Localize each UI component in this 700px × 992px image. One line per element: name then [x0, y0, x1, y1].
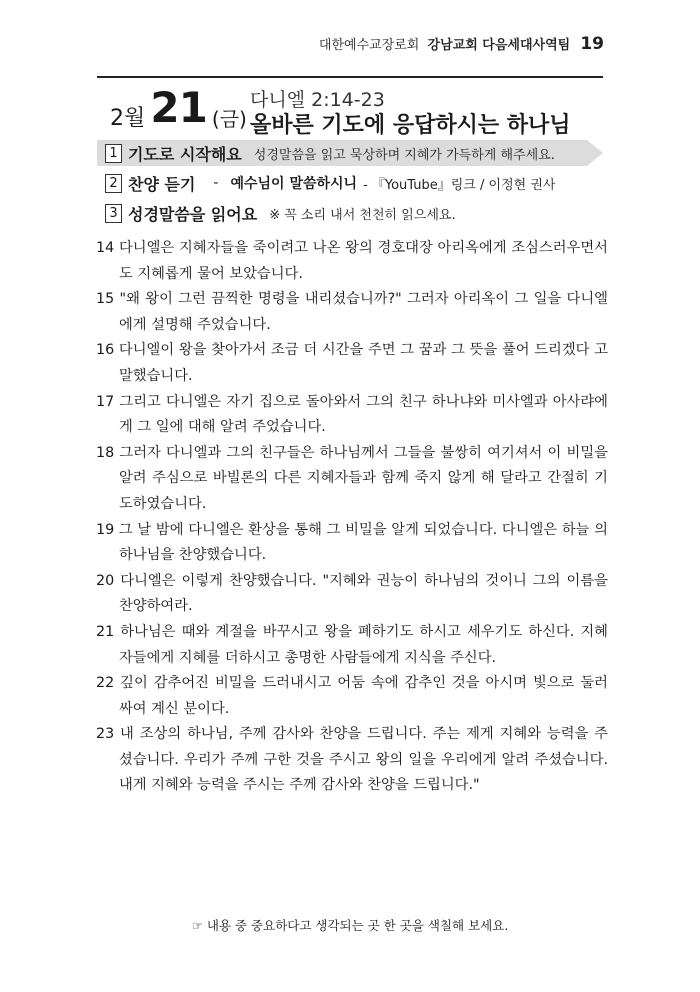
header-divider — [97, 76, 603, 78]
date-weekday: (금) — [211, 107, 247, 131]
step-description: 성경말씀을 읽고 묵상하며 지혜가 가득하게 해주세요. — [253, 147, 555, 163]
step-description: ※ 꼭 소리 내서 천천히 읽으세요. — [269, 207, 456, 223]
verse-14: 14 다니엘은 지혜자들을 죽이려고 나온 왕의 경호대장 아리옥에게 조심스러우면서 도 지혜롭게 물어 보았습니다. — [96, 240, 608, 282]
step-number-badge: 2 — [105, 174, 122, 193]
verse-list — [96, 236, 608, 799]
page-title: 올바른 기도에 응답하시는 하나님 — [250, 113, 571, 138]
step-pray — [97, 140, 587, 166]
step-read-bible — [97, 200, 456, 226]
team-name: 강남교회 다음세대사역팀 — [427, 38, 571, 53]
passage-reference: 다니엘 2:14-23 — [250, 89, 385, 111]
page-header — [319, 34, 604, 54]
date-month: 2월 — [110, 106, 146, 131]
footer-instruction — [0, 916, 700, 934]
verse-22: 22 깊이 감추어진 비밀을 드러내시고 어둠 속에 감추인 것을 아시며 빛으로 둘러 싸여 계신 분이다. — [96, 675, 608, 717]
date-block — [110, 84, 247, 132]
verse-21: 21 하나님은 때와 계절을 바꾸시고 왕을 폐하기도 하시고 세우기도 하신다. 지혜 자들에게 지혜를 더하시고 총명한 사람들에게 지식을 주신다. — [96, 623, 608, 666]
verse-19: 19 그 날 밤에 다니엘은 환상을 통해 그 비밀을 알게 되었습니다. 다니엘은 하늘 의 하나님을 찬양했습니다. — [96, 521, 608, 564]
step-label: 찬양 듣기 — [128, 174, 196, 194]
verse-17: 17 그리고 다니엘은 자기 집으로 돌아와서 그의 친구 하나냐와 미사엘과 아사랴에 게 그 일에 대해 알려 주었습니다. — [96, 393, 608, 436]
step-listen-song — [97, 170, 555, 196]
page-number: 19 — [580, 34, 604, 54]
step-number-badge: 3 — [105, 204, 122, 223]
step-label: 기도로 시작해요 — [128, 144, 242, 164]
step-number-badge: 1 — [105, 144, 122, 163]
church-name: 대한예수교장로회 — [318, 38, 420, 53]
step-label: 성경말씀을 읽어요 — [128, 204, 258, 224]
youtube-link[interactable]: - 『YouTube』링크 / 이정현 권사 — [363, 177, 556, 193]
verse-16: 16 다니엘이 왕을 찾아가서 조금 더 시간을 주면 그 꿈과 그 뜻을 풀어 드리겠다 고 말했습니다. — [96, 342, 608, 384]
verse-18: 18 그러자 다니엘과 그의 친구들은 하나님께서 그들을 불쌍히 여기셔서 이 비밀을 알려 주심으로 바빌론의 다른 지혜자들과 함께 죽지 않게 해 달라고 간절히 기 도하였습니다. — [96, 444, 608, 512]
verse-15: 15 "왜 왕이 그런 끔찍한 명령을 내리셨습니까?" 그러자 아리옥이 그 일을 다니엘 에게 설명해 주었습니다. — [96, 291, 608, 333]
song-title: 예수님이 말씀하시니 — [230, 176, 358, 192]
step-dash: - — [213, 175, 219, 191]
verse-23: 23 내 조상의 하나님, 주께 감사와 찬양을 드립니다. 주는 제게 지혜와 능력을 주 셨습니다. 우리가 주께 구한 것을 주시고 왕의 일을 우리에게 알려 주셨습니다. 내게 지혜와 능력을 주시는 주께 감사와 찬양을 드립니다." — [96, 726, 608, 794]
date-day: 21 — [150, 83, 207, 132]
footer-text: ☞ 내용 중 중요하다고 생각되는 곳 한 곳을 색칠해 보세요. — [191, 918, 509, 933]
verse-20: 20 다니엘은 이렇게 찬양했습니다. "지혜와 권능이 하나님의 것이니 그의 이름을 찬양하여라. — [96, 572, 608, 615]
